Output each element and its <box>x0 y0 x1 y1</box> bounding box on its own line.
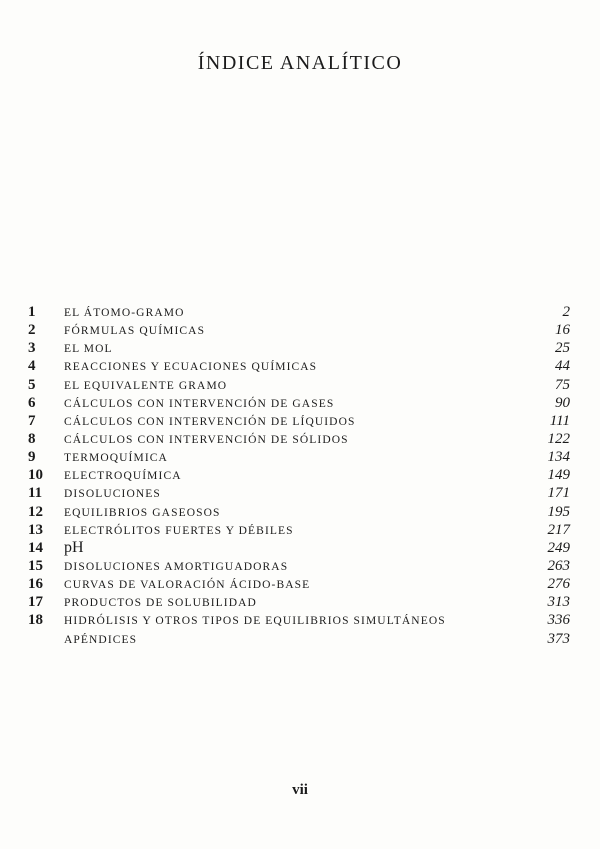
toc-entry <box>28 394 570 412</box>
page-number: 111 <box>549 412 570 429</box>
chapter-number: 9 <box>28 449 36 466</box>
chapter-number: 15 <box>28 557 43 574</box>
page-number: 44 <box>555 358 570 375</box>
chapter-title: EL EQUIVALENTE GRAMO <box>64 379 228 392</box>
chapter-title: APÉNDICES <box>64 633 138 646</box>
chapter-title: CURVAS DE VALORACIÓN ÁCIDO-BASE <box>64 579 311 592</box>
page-number: 2 <box>562 304 570 320</box>
toc-entry <box>28 503 570 521</box>
chapter-number: 1 <box>28 304 36 320</box>
chapter-number: 7 <box>28 412 36 429</box>
toc-entry <box>28 357 570 375</box>
toc-entry <box>28 521 570 539</box>
page-number: 276 <box>547 576 570 593</box>
chapter-title: ELECTRÓLITOS FUERTES Y DÉBILES <box>64 524 294 537</box>
chapter-title: FÓRMULAS QUÍMICAS <box>64 325 206 338</box>
page-number: 90 <box>555 394 570 411</box>
chapter-title: ELECTROQUÍMICA <box>64 470 182 483</box>
chapter-number: 4 <box>28 358 36 375</box>
chapter-number: 2 <box>28 322 36 339</box>
chapter-number: 14 <box>28 539 43 556</box>
chapter-number: 12 <box>28 503 43 520</box>
toc-entry <box>28 557 570 575</box>
toc-entry <box>28 430 570 448</box>
page-number: 336 <box>547 612 570 629</box>
chapter-number: 11 <box>28 485 43 502</box>
page-number: 25 <box>555 340 570 357</box>
toc-entry <box>28 575 570 593</box>
chapter-title: EQUILIBRIOS GASEOSOS <box>64 506 221 519</box>
toc-entry <box>28 539 570 557</box>
chapter-number: 17 <box>28 594 43 611</box>
chapter-title: EL ÁTOMO-GRAMO <box>64 307 185 319</box>
chapter-title: EL MOL <box>64 343 113 356</box>
chapter-title: CÁLCULOS CON INTERVENCIÓN DE GASES <box>64 397 335 410</box>
chapter-number: 13 <box>28 521 43 538</box>
page-folio: vii <box>292 782 308 798</box>
chapter-number: 8 <box>28 430 36 447</box>
page-number: 217 <box>547 521 570 538</box>
chapter-number: 5 <box>28 376 36 393</box>
table-of-contents <box>28 303 570 648</box>
toc-entry <box>28 321 570 339</box>
toc-entry <box>28 376 570 394</box>
page-number: 263 <box>547 557 570 574</box>
page-number: 171 <box>547 485 570 502</box>
chapter-title: REACCIONES Y ECUACIONES QUÍMICAS <box>64 361 318 374</box>
page-number: 373 <box>547 630 570 647</box>
page-number: 149 <box>547 467 570 484</box>
chapter-number: 6 <box>28 394 36 411</box>
toc-entry <box>28 466 570 484</box>
chapter-number: 18 <box>28 612 43 629</box>
toc-entry <box>28 412 570 430</box>
page-number: 16 <box>555 322 570 339</box>
page-number: 75 <box>555 376 570 393</box>
toc-entry <box>28 630 570 648</box>
toc-entry <box>28 484 570 502</box>
chapter-title: CÁLCULOS CON INTERVENCIÓN DE SÓLIDOS <box>64 433 349 446</box>
chapter-title: DISOLUCIONES <box>64 488 161 501</box>
chapter-title: CÁLCULOS CON INTERVENCIÓN DE LÍQUIDOS <box>64 415 356 428</box>
page-number: 195 <box>547 503 570 520</box>
page-title: ÍNDICE ANALÍTICO <box>197 52 403 74</box>
toc-entry <box>28 448 570 466</box>
page-number: 249 <box>547 539 570 556</box>
toc-entry <box>28 303 570 321</box>
chapter-title: HIDRÓLISIS Y OTROS TIPOS DE EQUILIBRIOS SIMULTÁNEOS <box>64 615 446 628</box>
chapter-number: 10 <box>28 467 43 484</box>
toc-entry <box>28 339 570 357</box>
page-number: 122 <box>547 430 570 447</box>
chapter-title: pH <box>64 538 84 556</box>
chapter-number: 16 <box>28 576 43 593</box>
chapter-title: PRODUCTOS DE SOLUBILIDAD <box>64 597 257 610</box>
page-number: 134 <box>547 449 570 466</box>
page-number: 313 <box>547 594 570 611</box>
toc-entry <box>28 611 570 629</box>
chapter-number: 3 <box>28 340 36 357</box>
chapter-title: DISOLUCIONES AMORTIGUADORAS <box>64 560 289 573</box>
chapter-title: TERMOQUÍMICA <box>64 452 168 465</box>
toc-entry <box>28 593 570 611</box>
